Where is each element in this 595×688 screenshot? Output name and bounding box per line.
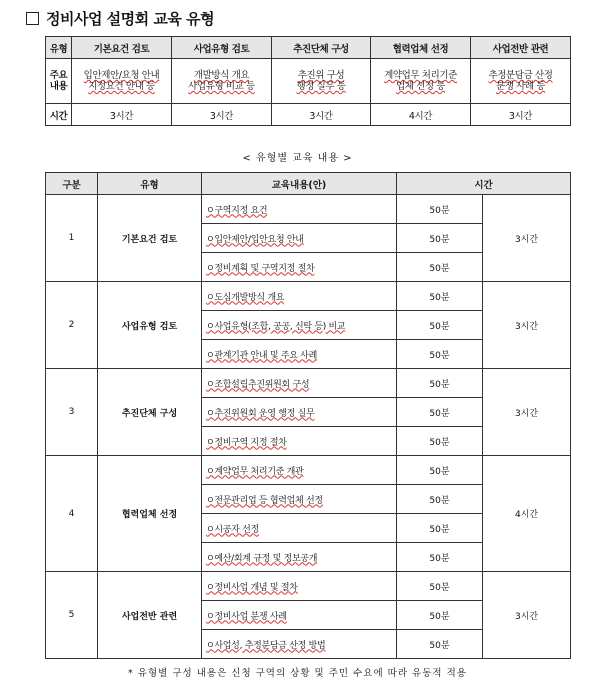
topic-text: ㅇ정비사업 개념 및 절차 [206,582,298,593]
topic-text: ㅇ전문관리업 등 협력업체 선정 [206,495,323,506]
summary-content-cell: 입안제안/요청 안내 지정요건 안내 등 [72,59,172,104]
summary-type-cell: 협력업체 선정 [371,37,471,59]
topic-cell [202,514,397,543]
table-row [46,456,571,485]
detail-header-cell: 유형 [98,173,202,195]
detail-table [45,172,571,659]
group-number: 4 [46,456,98,572]
topic-text: ㅇ정비구역 지정 절차 [206,437,287,448]
footnote: * 유형별 구성 내용은 신청 구역의 상황 및 주민 수요에 따라 유동적 적용 [128,668,467,679]
topic-text: ㅇ도심개발방식 개요 [206,292,285,303]
summary-time-row [46,104,571,126]
topic-cell [202,195,397,224]
group-total-time: 3시간 [483,369,571,456]
group-number: 3 [46,369,98,456]
topic-time: 50분 [397,485,483,514]
detail-header-cell: 구분 [46,173,98,195]
topic-cell [202,630,397,659]
table-row [46,369,571,398]
topic-cell [202,601,397,630]
summary-type-cell: 사업전반 관련 [471,37,571,59]
group-total-time: 3시간 [483,572,571,659]
topic-time: 50분 [397,543,483,572]
topic-time: 50분 [397,224,483,253]
topic-text: ㅇ정비계획 및 구역지정 절차 [206,263,315,274]
summary-time-cell: 3시간 [72,104,172,126]
group-number: 2 [46,282,98,369]
topic-cell [202,427,397,456]
detail-header-cell: 교육내용(안) [202,173,397,195]
topic-text: ㅇ조합설립추진위원회 구성 [206,379,310,390]
topic-time: 50분 [397,427,483,456]
topic-text: ㅇ구역지정 요건 [206,205,268,216]
topic-cell [202,572,397,601]
detail-header-cell: 시간 [397,173,571,195]
topic-time: 50분 [397,601,483,630]
group-total-time: 3시간 [483,282,571,369]
topic-text: ㅇ정비사업 분쟁 사례 [206,611,287,622]
summary-type-cell: 사업유형 검토 [172,37,272,59]
topic-time: 50분 [397,514,483,543]
topic-time: 50분 [397,282,483,311]
topic-time: 50분 [397,456,483,485]
summary-content-cell: 개발방식 개요 사업유형 비교 등 [172,59,272,104]
topic-cell [202,485,397,514]
page-title-text: 정비사업 설명회 교육 유형 [46,10,215,28]
topic-text: ㅇ계약업무 처리기준 개관 [206,466,304,477]
topic-time: 50분 [397,572,483,601]
table-row [46,195,571,224]
topic-text: ㅇ예산/회계 규정 및 정보공개 [206,553,318,564]
topic-time: 50분 [397,369,483,398]
summary-time-cell: 3시간 [471,104,571,126]
checkbox-square-icon [26,12,39,25]
detail-header-row [46,173,571,195]
group-total-time: 3시간 [483,195,571,282]
topic-time: 50분 [397,340,483,369]
summary-time-cell: 4시간 [371,104,471,126]
topic-time: 50분 [397,253,483,282]
summary-table [45,36,571,126]
summary-time-label: 시간 [46,104,72,126]
topic-text: ㅇ추진위원회 운영 행정 실무 [206,408,315,419]
section-subtitle: < 유형별 교육 내용 > [242,153,353,164]
summary-type-label: 유형 [46,37,72,59]
group-type: 사업유형 검토 [98,282,202,369]
table-row [46,282,571,311]
topic-cell [202,543,397,572]
group-total-time: 4시간 [483,456,571,572]
topic-text: ㅇ사업유형(조합, 공공, 신탁 등) 비교 [206,321,346,332]
topic-time: 50분 [397,398,483,427]
topic-text: ㅇ관계기관 안내 및 주요 사례 [206,350,317,361]
topic-cell [202,456,397,485]
summary-header-row [46,37,571,59]
topic-cell [202,369,397,398]
topic-text: ㅇ입안제안/입안요청 안내 [206,234,304,245]
topic-cell [202,282,397,311]
topic-time: 50분 [397,630,483,659]
summary-type-cell: 기본요건 검토 [72,37,172,59]
group-number: 1 [46,195,98,282]
page-title [26,8,214,29]
topic-cell [202,311,397,340]
topic-time: 50분 [397,311,483,340]
table-row [46,572,571,601]
topic-text: ㅇ시공자 선정 [206,524,259,535]
group-type: 협력업체 선정 [98,456,202,572]
topic-cell [202,224,397,253]
summary-content-label: 주요 내용 [46,59,72,104]
group-type: 사업전반 관련 [98,572,202,659]
topic-cell [202,398,397,427]
topic-text: ㅇ사업성, 추정분담금 산정 방법 [206,640,326,651]
summary-time-cell: 3시간 [272,104,371,126]
topic-time: 50분 [397,195,483,224]
summary-content-cell: 계약업무 처리기준 업체 선정 등 [371,59,471,104]
group-type: 기본요건 검토 [98,195,202,282]
summary-content-cell: 추진위 구성 행정 실무 등 [272,59,371,104]
group-type: 추진단체 구성 [98,369,202,456]
group-number: 5 [46,572,98,659]
summary-content-cell: 추정분담금 산정 분쟁 사례 등 [471,59,571,104]
topic-cell [202,340,397,369]
topic-cell [202,253,397,282]
summary-content-row [46,59,571,104]
summary-type-cell: 추진단체 구성 [272,37,371,59]
summary-time-cell: 3시간 [172,104,272,126]
